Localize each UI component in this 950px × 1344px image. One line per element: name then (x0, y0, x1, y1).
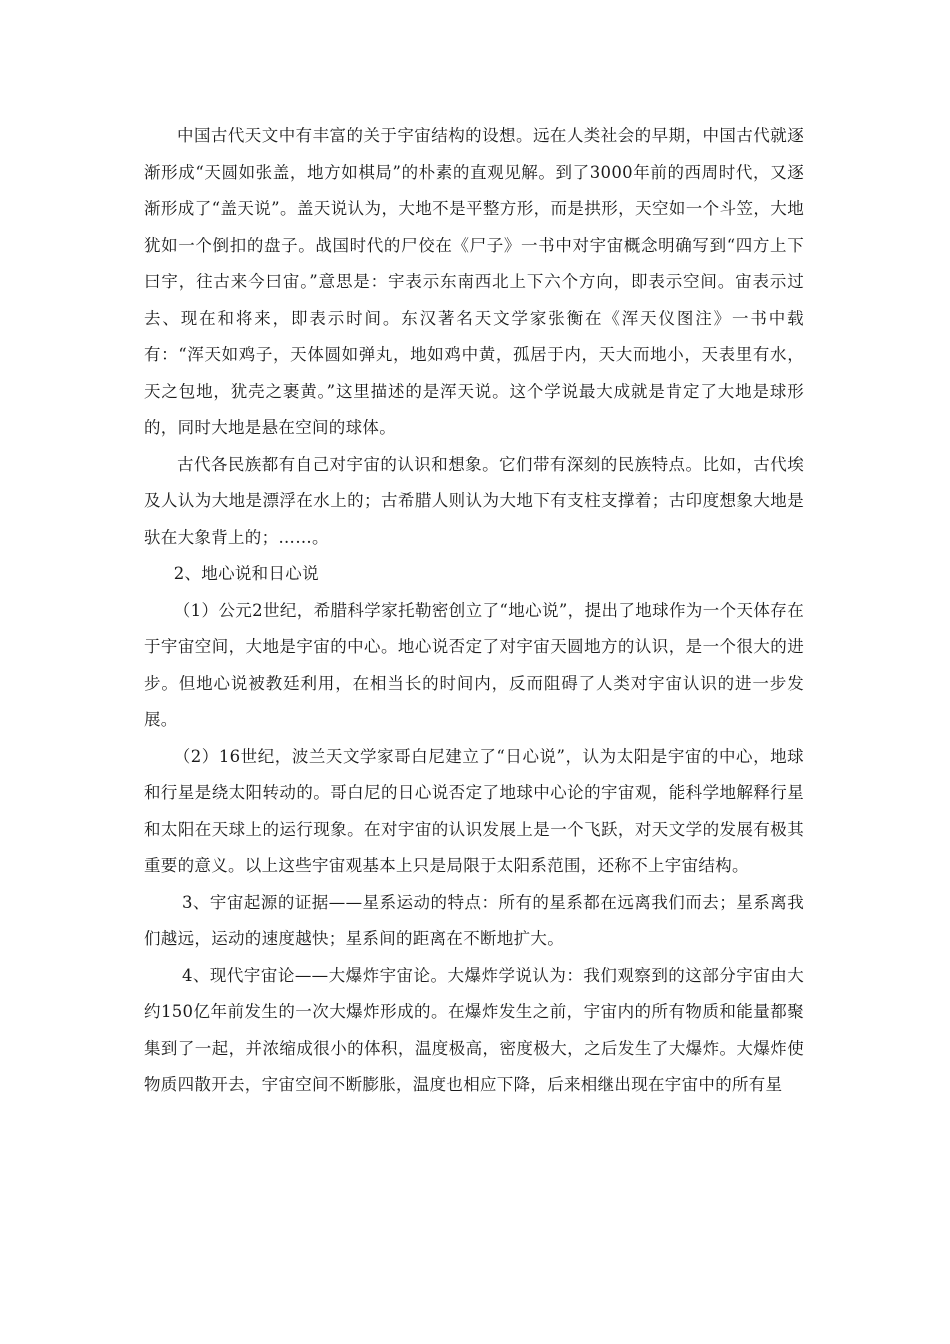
paragraph-ancient-chinese-cosmology: 中国古代天文中有丰富的关于宇宙结构的设想。远在人类社会的早期，中国古代就逐渐形成“天圆如张盖，地方如棋局”的朴素的直观见解。到了3000年前的西周时代，又逐渐形成了“盖天说”。盖天说认为，大地不是平整方形，而是拱形，天空如一个斗笠，大地犹如一个倒扣的盘子。战国时代的尸佼在《尸子》一书中对宇宙概念明确写到“四方上下曰宇，往古来今曰宙。”意思是：宇表示东南西北上下六个方向，即表示空间。宙表示过去、现在和将来，即表示时间。东汉著名天文学家张衡在《浑天仪图注》一书中载有：“浑天如鸡子，天体圆如弹丸，地如鸡中黄，孤居于内，天大而地小，天表里有水，天之包地，犹壳之裹黄。”这里描述的是浑天说。这个学说最大成就是肯定了大地是球形的，同时大地是悬在空间的球体。 (144, 126, 804, 437)
document-body (144, 118, 804, 1104)
paragraph-ancient-peoples-cosmology: 古代各民族都有自己对宇宙的认识和想象。它们带有深刻的民族特点。比如，古代埃及人认为大地是漂浮在水上的；古希腊人则认为大地下有支柱支撑着；古印度想象大地是驮在大象背上的；……。 (144, 454, 804, 547)
paragraph-heliocentric-theory: （2）16世纪，波兰天文学家哥白尼建立了“日心说”，认为太阳是宇宙的中心，地球和行星是绕太阳转动的。哥白尼的日心说否定了地球中心论的宇宙观，能科学地解释行星和太阳在天球上的运行现象。在对宇宙的认识发展上是一个飞跃，对天文学的发展有极其重要的意义。以上这些宇宙观基本上只是局限于太阳系范围，还称不上宇宙结构。 (144, 746, 804, 875)
paragraph-universe-origin-evidence: 3、宇宙起源的证据——星系运动的特点：所有的星系都在远离我们而去；星系离我们越远，运动的速度越快；星系间的距离在不断地扩大。 (144, 892, 804, 948)
paragraph-big-bang-theory: 4、现代宇宙论——大爆炸宇宙论。大爆炸学说认为：我们观察到的这部分宇宙由大约150亿年前发生的一次大爆炸形成的。在爆炸发生之前，宇宙内的所有物质和能量都聚集到了一起，并浓缩成很小的体积，温度极高，密度极大，之后发生了大爆炸。大爆炸使物质四散开去，宇宙空间不断膨胀，温度也相应下降，后来相继出现在宇宙中的所有星 (144, 965, 804, 1094)
paragraph-geocentric-theory: （1）公元2世纪，希腊科学家托勒密创立了“地心说”，提出了地球作为一个天体存在于宇宙空间，大地是宇宙的中心。地心说否定了对宇宙天圆地方的认识，是一个很大的进步。但地心说被教廷利用，在相当长的时间内，反而阻碍了人类对宇宙认识的进一步发展。 (144, 600, 804, 729)
section-heading-geocentric-heliocentric: 2、地心说和日心说 (173, 564, 319, 583)
